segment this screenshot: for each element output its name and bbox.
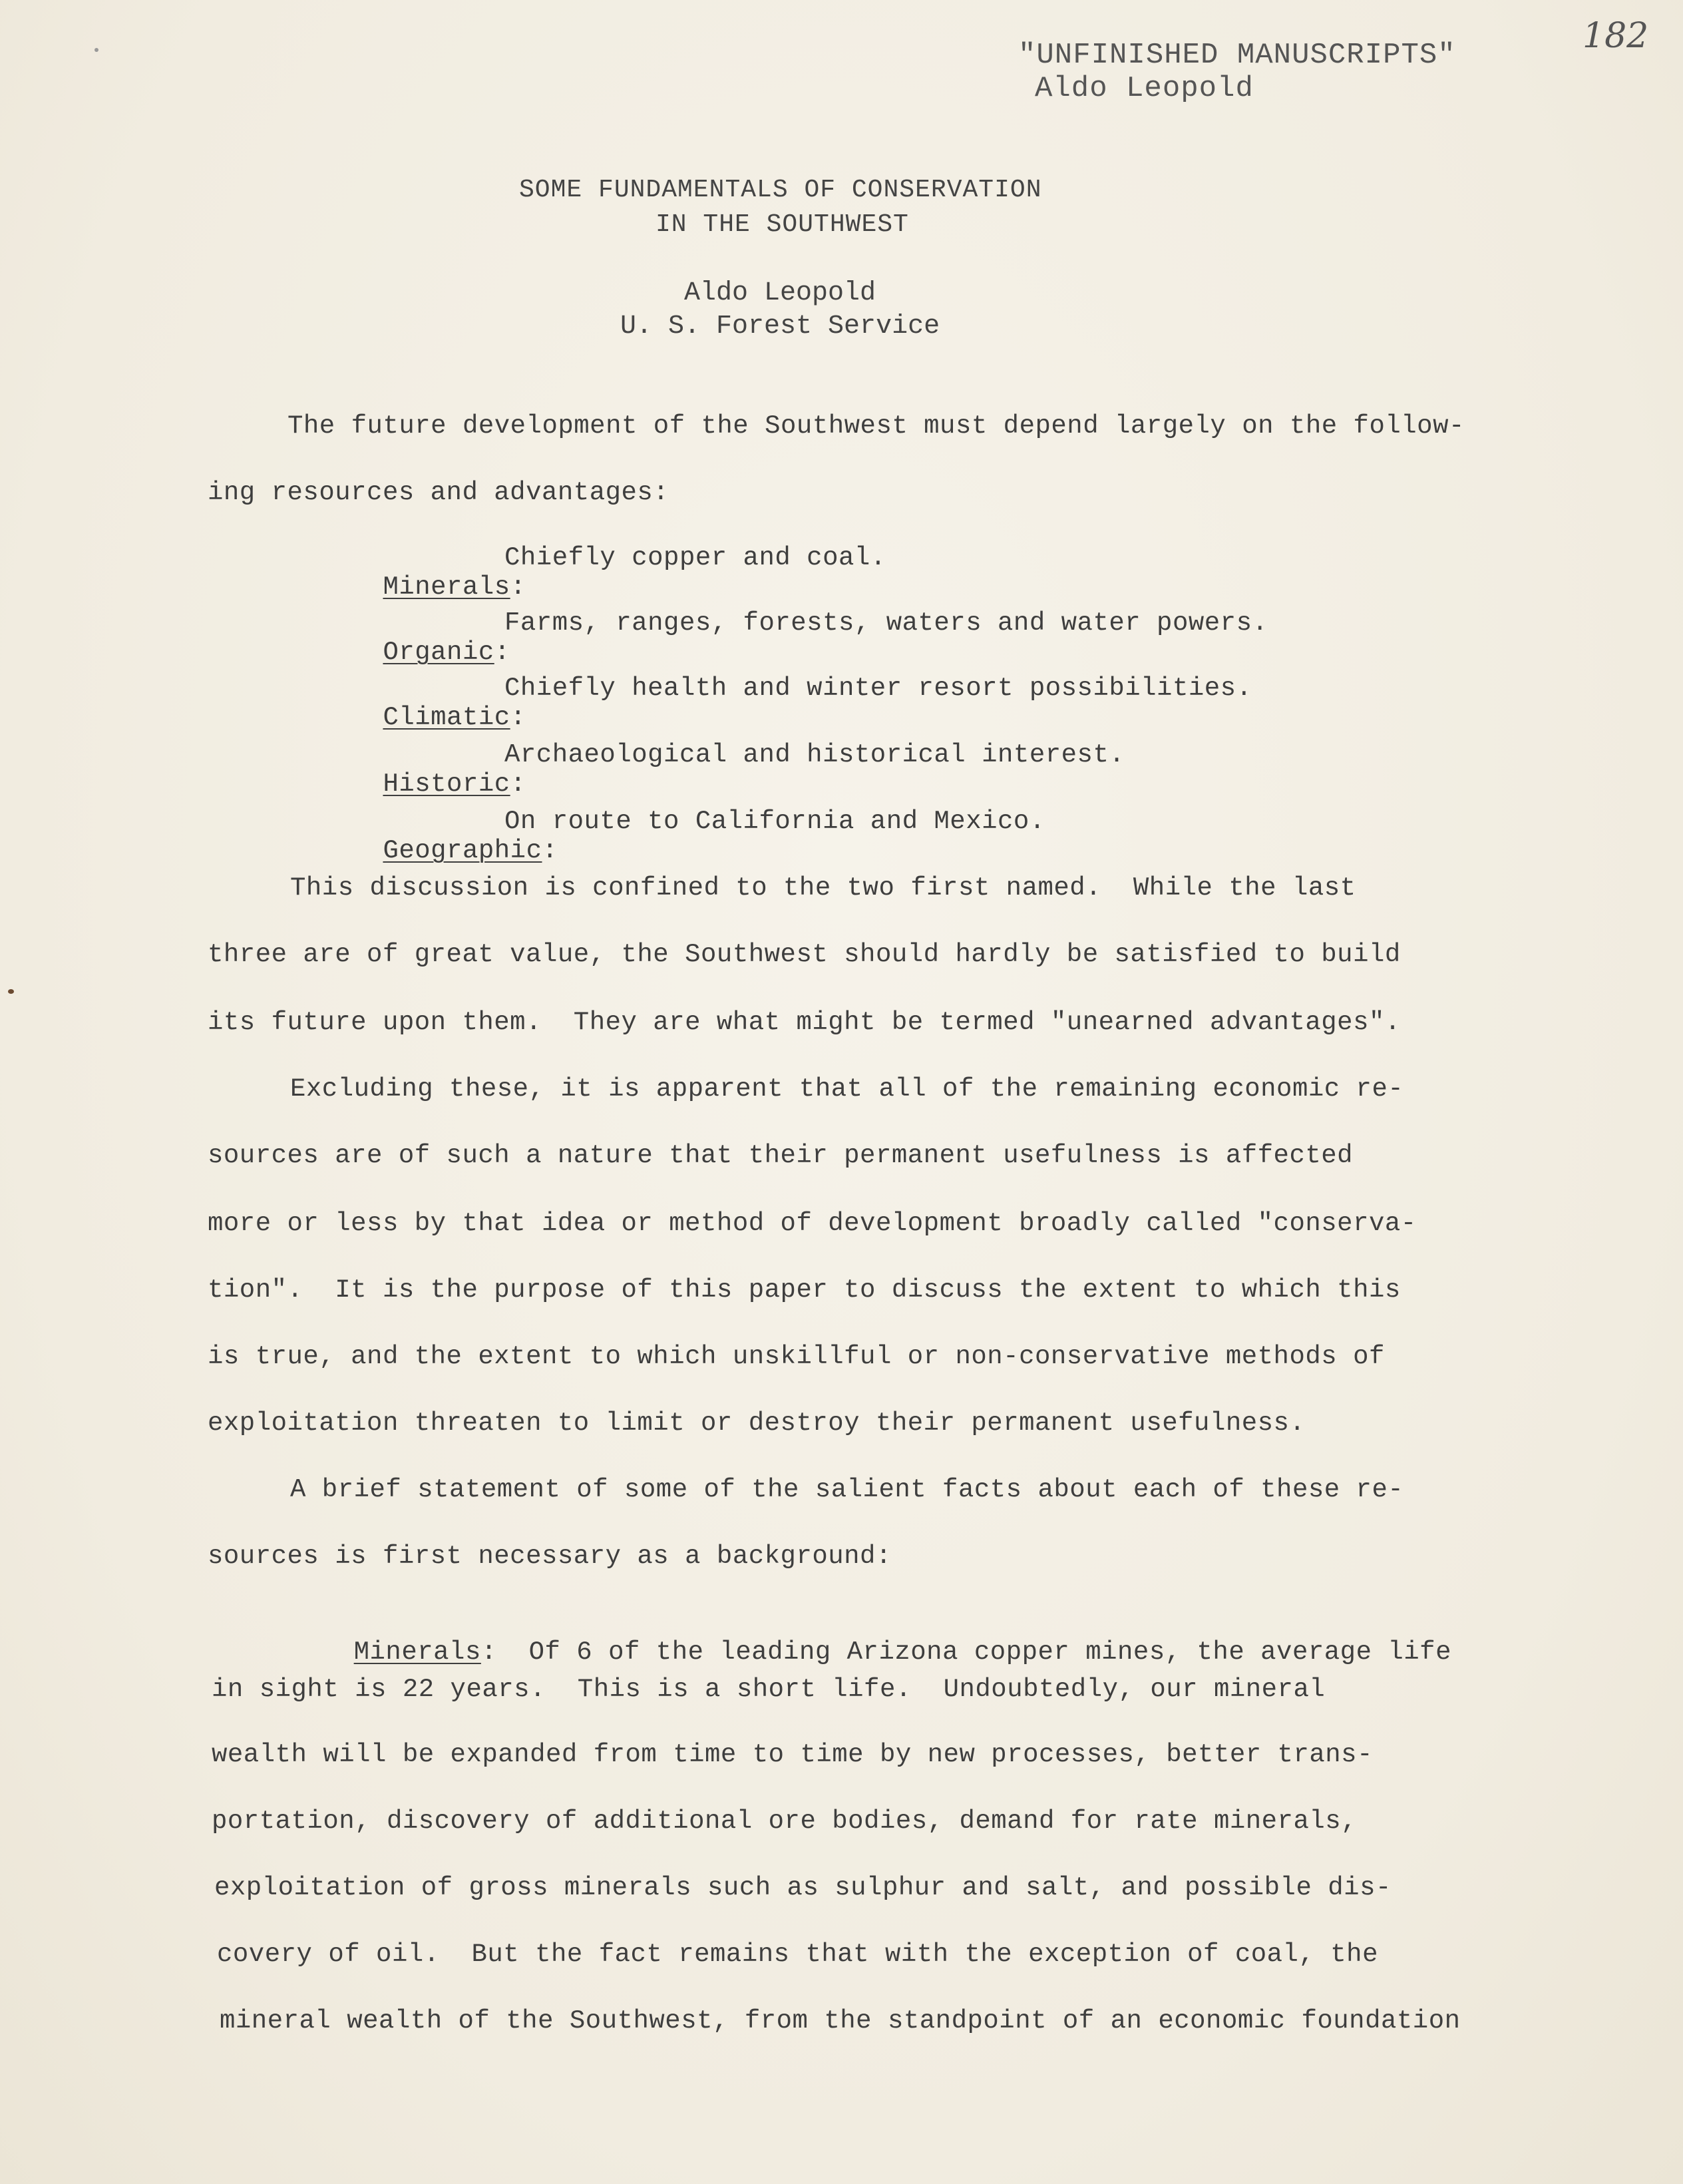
intro-line: ing resources and advantages: [208,478,669,507]
paragraph-line: is true, and the extent to which unskillful or non-conservative methods of [208,1342,1385,1371]
resource-description: On route to California and Mexico. [504,807,1045,836]
collection-stamp: "UNFINISHED MANUSCRIPTS" [1018,39,1456,72]
paragraph-line: wealth will be expanded from time to time by new processes, better trans- [212,1740,1373,1769]
paragraph-line: its future upon them. They are what might be termed "unearned advantages". [208,1008,1401,1037]
paragraph-line: portation, discovery of additional ore bodies, demand for rate minerals, [212,1807,1358,1836]
resource-item: Climatic: [383,703,526,732]
paragraph-line: This discussion is confined to the two first named. While the last [290,873,1356,903]
resource-item: Historic: [383,769,526,799]
stamp-author: Aldo Leopold [1035,72,1254,105]
intro-line: The future development of the Southwest must depend largely on the follow- [287,411,1465,441]
page-title-line-2: IN THE SOUTHWEST [655,210,909,239]
byline-author: Aldo Leopold [684,278,876,308]
page-title-line-1: SOME FUNDAMENTALS OF CONSERVATION [519,176,1042,204]
resource-label: Minerals [383,572,510,602]
resource-label: Climatic [383,703,510,732]
resource-description: Archaeological and historical interest. [504,740,1125,769]
paragraph-line: tion". It is the purpose of this paper to discuss the extent to which this [208,1275,1401,1305]
paragraph-line: three are of great value, the Southwest should hardly be satisfied to build [208,940,1401,969]
resource-item: Geographic: [383,836,558,865]
paragraph-line: in sight is 22 years. This is a short life. Undoubtedly, our mineral [212,1675,1326,1704]
paragraph-line: A brief statement of some of the salient facts about each of these re- [290,1475,1404,1504]
resource-item: Organic: [383,638,510,667]
resource-label: Geographic [383,836,542,865]
resource-description: Farms, ranges, forests, waters and water powers. [504,608,1268,638]
resource-label: Historic [383,769,510,799]
resource-description: Chiefly health and winter resort possibilities. [504,674,1252,703]
page-number: 182 [1583,16,1649,56]
resource-item: Minerals: [383,572,526,602]
paper-speck [8,989,14,994]
paragraph-line: more or less by that idea or method of development broadly called "conserva- [208,1209,1417,1238]
paragraph-line: sources is first necessary as a background: [208,1542,892,1571]
section-label-minerals: Minerals [353,1638,481,1667]
paragraph-line: sources are of such a nature that their permanent usefulness is affected [208,1141,1354,1170]
paragraph-line: mineral wealth of the Southwest, from the standpoint of an economic foundation [220,2006,1461,2036]
paragraph-line: covery of oil. But the fact remains that with the exception of coal, the [217,1940,1378,1969]
byline-affiliation: U. S. Forest Service [620,312,940,341]
paragraph-line: Excluding these, it is apparent that all of the remaining economic re- [290,1074,1404,1104]
paragraph-line: exploitation threaten to limit or destroy their permanent usefulness. [208,1409,1306,1438]
paragraph-line: Minerals: Of 6 of the leading Arizona copper mines, the average life [353,1638,1451,1667]
resource-description: Chiefly copper and coal. [504,543,886,572]
paper-speck [94,48,98,52]
paragraph-line: exploitation of gross minerals such as sulphur and salt, and possible dis- [214,1873,1392,1902]
resource-label: Organic [383,638,494,667]
paragraph-text: Of 6 of the leading Arizona copper mines, the average life [496,1638,1451,1667]
